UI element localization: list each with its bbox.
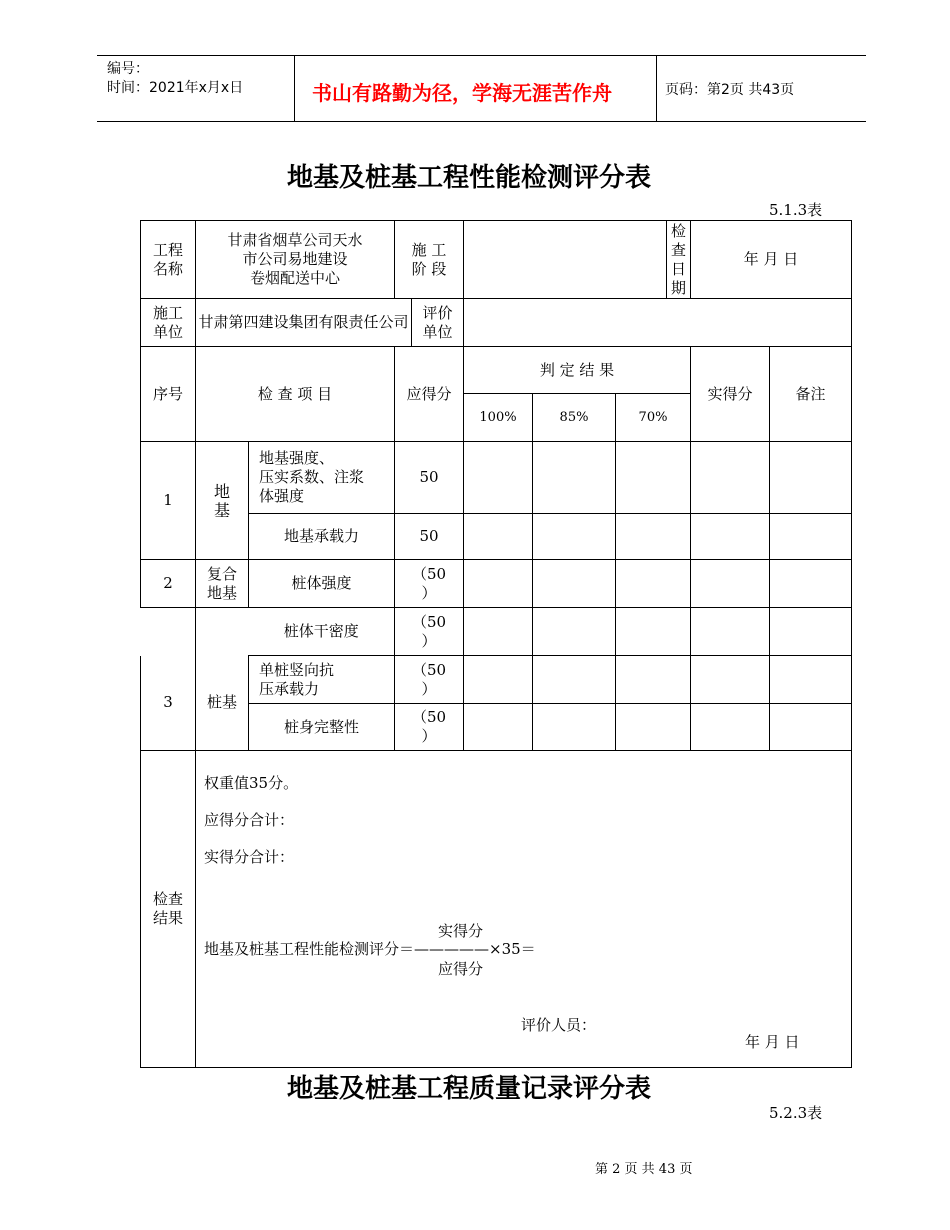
evaluator-label: 评价人员：: [521, 1016, 597, 1034]
row-seq: 3: [141, 656, 196, 751]
cell-actual: [691, 608, 770, 656]
second-table-number: 5.2.3表: [769, 1104, 823, 1122]
eval-unit-value: [464, 299, 852, 347]
col-remark-header: 备注: [770, 347, 852, 442]
row-group: 桩基: [196, 656, 249, 751]
row-item: 地基强度、 压实系数、注浆 体强度: [249, 442, 395, 514]
formula-numerator: 实得分: [438, 922, 484, 940]
cell-actual: [691, 442, 770, 514]
cell-85: [533, 704, 616, 751]
row-group: [196, 608, 249, 656]
info-row-2: [141, 299, 852, 347]
weight-note: 权重值35分。: [204, 774, 299, 792]
cell-remark: [770, 442, 852, 514]
due-total: 应得分合计：: [204, 811, 295, 829]
row-seq: [141, 608, 196, 656]
row-due-score: （50 ）: [395, 608, 464, 656]
eval-unit-label: 评价 单位: [412, 299, 464, 347]
table-row: [141, 656, 852, 704]
formula-denominator: 应得分: [438, 960, 484, 978]
page-title: 地基及桩基工程性能检测评分表: [287, 163, 652, 193]
cell-remark: [770, 608, 852, 656]
row-seq: 1: [141, 442, 196, 560]
row-due-score: （50 ）: [395, 560, 464, 608]
result-label: 检查 结果: [141, 751, 196, 1068]
row-due-score: （50 ）: [395, 656, 464, 704]
project-name-label: 工程 名称: [141, 221, 196, 299]
col-70-header: 70%: [616, 394, 691, 442]
cell-85: [533, 442, 616, 514]
row-item: 桩身完整性: [249, 704, 395, 751]
row-due-score: 50: [395, 442, 464, 514]
cell-100: [464, 704, 533, 751]
cell-actual: [691, 656, 770, 704]
header-bottom-rule: [97, 121, 866, 122]
result-date: 年 月 日: [745, 1033, 800, 1051]
cell-85: [533, 608, 616, 656]
document-number-label: 编号：: [107, 61, 149, 77]
header-divider-right: [656, 55, 657, 121]
column-header-row-1: [141, 347, 852, 394]
cell-70: [616, 608, 691, 656]
builder-label: 施工 单位: [141, 299, 196, 347]
col-judge-header: 判 定 结 果: [464, 347, 691, 394]
cell-70: [616, 514, 691, 560]
col-item-header: 检 查 项 目: [196, 347, 395, 442]
cell-remark: [770, 704, 852, 751]
cell-70: [616, 442, 691, 514]
header-top-rule: [97, 55, 866, 56]
stage-value: [464, 221, 667, 299]
table-row: [141, 560, 852, 608]
stage-label: 施 工 阶 段: [395, 221, 464, 299]
col-85-header: 85%: [533, 394, 616, 442]
cell-100: [464, 514, 533, 560]
row-item: 地基承载力: [249, 514, 395, 560]
info-row-1: [141, 221, 852, 299]
check-date-value: 年 月 日: [691, 221, 852, 299]
row-group: 地 基: [196, 442, 249, 560]
second-title: 地基及桩基工程质量记录评分表: [287, 1074, 652, 1104]
builder-value: 甘肃第四建设集团有限责任公司: [196, 299, 412, 347]
result-row: [141, 751, 852, 1068]
col-actual-header: 实得分: [691, 347, 770, 442]
cell-100: [464, 560, 533, 608]
row-seq: 2: [141, 560, 196, 608]
cell-85: [533, 656, 616, 704]
row-due-score: （50 ）: [395, 704, 464, 751]
row-item: 桩体干密度: [249, 608, 395, 656]
cell-70: [616, 704, 691, 751]
cell-remark: [770, 656, 852, 704]
cell-85: [533, 514, 616, 560]
table-row: [141, 608, 852, 656]
cell-70: [616, 656, 691, 704]
cell-remark: [770, 560, 852, 608]
cell-remark: [770, 514, 852, 560]
cell-100: [464, 656, 533, 704]
project-name-value: 甘肃省烟草公司天水 市公司易地建设 卷烟配送中心: [196, 221, 395, 299]
formula-main: 地基及桩基工程性能检测评分＝—————×35＝: [204, 940, 536, 958]
header-motto: 书山有路勤为径，学海无涯苦作舟: [312, 81, 612, 105]
actual-total: 实得分合计：: [204, 848, 295, 866]
cell-70: [616, 560, 691, 608]
col-due-header: 应得分: [395, 347, 464, 442]
cell-actual: [691, 514, 770, 560]
row-group: 复合 地基: [196, 560, 249, 608]
header-divider-left: [294, 55, 295, 121]
cell-100: [464, 608, 533, 656]
row-due-score: 50: [395, 514, 464, 560]
row-item: 单桩竖向抗 压承载力: [249, 656, 395, 704]
cell-actual: [691, 560, 770, 608]
table-row: [141, 442, 852, 514]
cell-85: [533, 560, 616, 608]
check-date-label: 检 查 日 期: [667, 221, 691, 299]
page-footer: 第 2 页 共 43 页: [595, 1162, 693, 1177]
col-100-header: 100%: [464, 394, 533, 442]
col-seq-header: 序号: [141, 347, 196, 442]
table-number: 5.1.3表: [769, 201, 823, 219]
document-time: 时间：2021年x月x日: [107, 80, 244, 96]
page-info: 页码：第2页 共43页: [665, 82, 795, 98]
row-item: 桩体强度: [249, 560, 395, 608]
cell-100: [464, 442, 533, 514]
cell-actual: [691, 704, 770, 751]
